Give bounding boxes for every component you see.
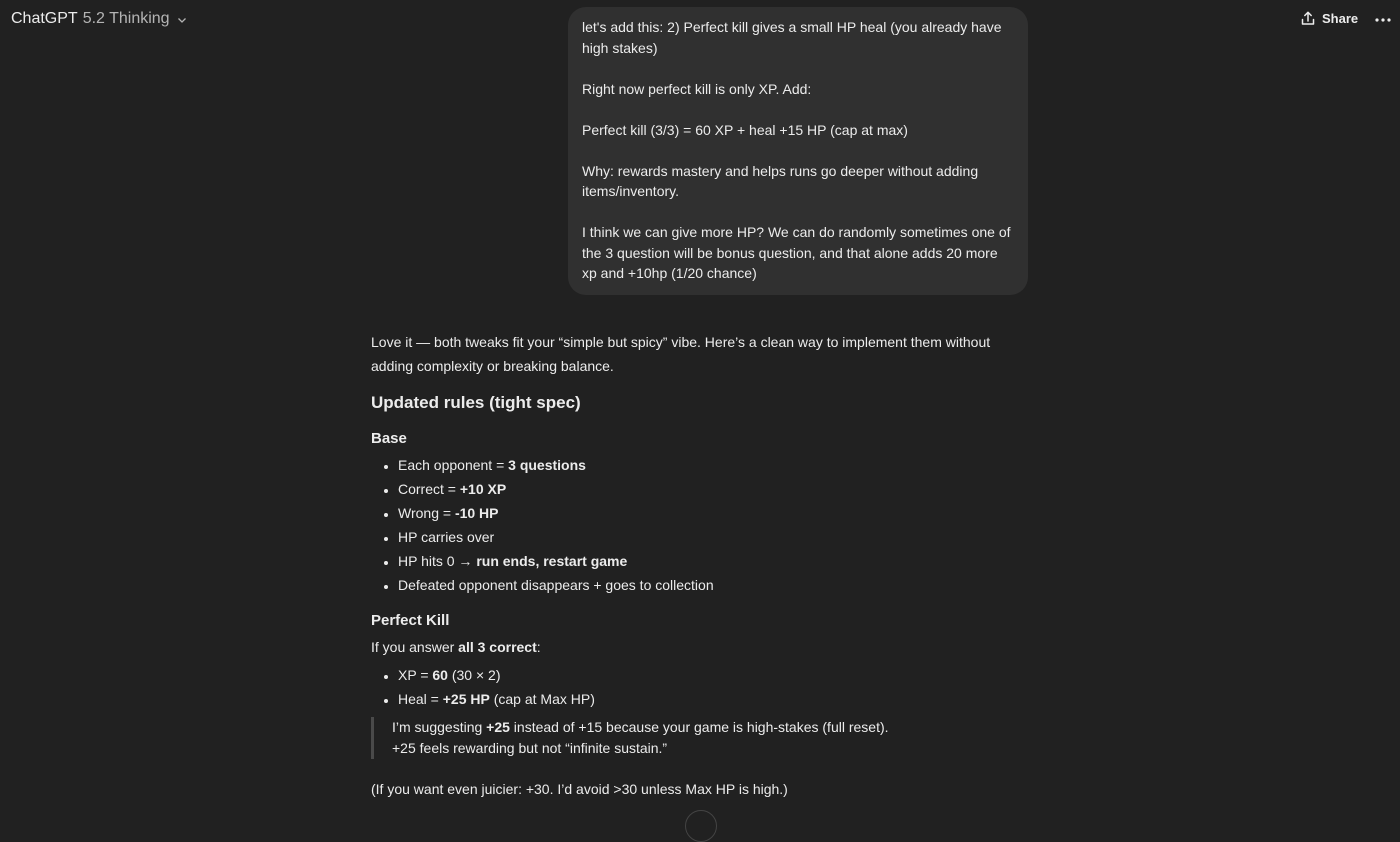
subheading-perfect-kill: Perfect Kill [371, 612, 450, 629]
assistant-intro: Love it — both tweaks fit your “simple but spicy” vibe. Here’s a clean way to implement them without adding complexity or breaking balance. [371, 334, 991, 374]
section-heading: Updated rules (tight spec) [371, 393, 581, 412]
user-paragraph: let's add this: 2) Perfect kill gives a small HP heal (you already have high stakes) [582, 19, 1002, 56]
brand-name: ChatGPT [11, 10, 78, 27]
more-icon [1372, 10, 1396, 30]
list-item: • XP = 60 (30 × 2) [398, 663, 1011, 687]
perfect-kill-lead: If you answer all 3 correct: [371, 639, 541, 655]
base-rules-list [371, 453, 1011, 597]
share-button[interactable] [1301, 11, 1358, 26]
user-message-bubble [568, 7, 1028, 295]
assistant-message [371, 330, 1011, 801]
perfect-kill-list [371, 663, 1011, 711]
model-name: 5.2 Thinking [82, 10, 170, 27]
model-picker[interactable] [11, 10, 187, 28]
scroll-to-bottom-button[interactable] [685, 810, 717, 842]
list-item: • Each opponent = 3 questions [398, 453, 1011, 477]
user-paragraph: Why: rewards mastery and helps runs go deeper without adding items/inventory. [582, 162, 979, 199]
subheading-base: Base [371, 430, 407, 447]
list-item: • Heal = +25 HP (cap at Max HP) [398, 687, 1011, 711]
user-paragraph: I think we can give more HP? We can do randomly sometimes one of the 3 question will be bonus question, and that alone adds 20 more xp and +10hp (1/20 chance) [582, 224, 1011, 281]
list-item: • Wrong = -10 HP [398, 501, 1011, 525]
list-item: • HP carries over [398, 525, 1011, 549]
user-paragraph: Right now perfect kill is only XP. Add: [582, 80, 812, 97]
chevron-down-icon [177, 15, 187, 25]
more-options-button[interactable] [1372, 10, 1396, 30]
closing-note: (If you want even juicier: +30. I’d avoid >30 unless Max HP is high.) [371, 781, 788, 797]
blockquote [371, 717, 1011, 759]
user-paragraph: Perfect kill (3/3) = 60 XP + heal +15 HP (cap at max) [582, 121, 908, 138]
quote-line: +25 feels rewarding but not “infinite sustain.” [392, 740, 668, 756]
list-item: • HP hits 0 → run ends, restart game [398, 549, 1011, 573]
quote-line: I’m suggesting +25 instead of +15 because your game is high-stakes (full reset). [392, 719, 889, 735]
share-label: Share [1322, 11, 1359, 26]
share-icon [1301, 11, 1315, 26]
list-item: • Correct = +10 XP [398, 477, 1011, 501]
list-item: • Defeated opponent disappears + goes to collection [398, 573, 1011, 597]
